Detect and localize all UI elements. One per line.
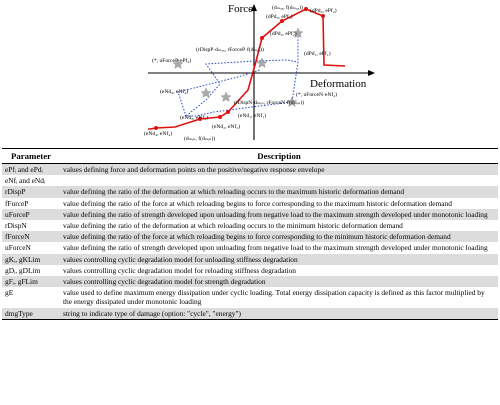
table-row: [2, 186, 498, 197]
desc-cell: values controlling cyclic degradation model for reloading stiffness degradation: [63, 265, 297, 275]
param-cell: rDispN: [5, 221, 27, 231]
table-row: [2, 209, 498, 220]
label-unload-n: (*, uForceN·eNf₄): [296, 92, 338, 98]
label-d3n: (eNd₃, eNf₃): [180, 115, 209, 121]
star-icon: [257, 58, 267, 68]
param-cell: uForceP: [2, 209, 60, 220]
desc-cell: values controlling cyclic degradation model for unloading stiffness degradation: [60, 254, 498, 265]
response-envelope: [148, 9, 345, 129]
param-cell: fForceN: [2, 231, 60, 242]
label-d4n-env: (eNd₄, eNf₄): [144, 131, 173, 137]
desc-cell: value used to define maximum energy dissipation under cyclic loading. Total energy dissipation capacity is defined as this factor multiplied by the energy dissipated under monotonic loading: [63, 288, 485, 307]
cyclic-loop-inner: [186, 60, 298, 116]
hysteresis-diagram: [0, 0, 500, 143]
param-cell: fForceP: [5, 198, 29, 208]
table-row: [2, 231, 498, 242]
table-row: [2, 164, 498, 176]
table-row: [2, 265, 498, 276]
param-cell: ePfᵢ and ePdᵢ: [2, 164, 60, 176]
table-row: [2, 220, 498, 231]
desc-cell: value defining the ratio of the deformation at which reloading occurs to the minimum historic deformation demand: [63, 221, 403, 231]
label-dmin: (dₘᵢₙ, f(dₘᵢₙ)): [184, 136, 216, 142]
param-cell: rDispP: [2, 186, 60, 197]
table-row: [2, 308, 498, 320]
label-d3p: (dPd₃, ePf₃): [266, 14, 293, 20]
desc-cell: string to indicate type of damage (option: "cycle", "energy"): [60, 308, 498, 320]
desc-cell: value defining the ratio of strength developed upon unloading from negative load to the maximum strength developed under monotonic loading: [60, 209, 498, 220]
label-d1n: (eNd₁, eNf₁): [238, 113, 267, 119]
param-cell: dmgType: [2, 308, 60, 320]
desc-cell: value defining the ratio of the force at which reloading begins to force corresponding to the minimum historic deformation demand: [60, 231, 498, 242]
parameter-table: [2, 148, 498, 320]
desc-cell: value defining the ratio of the deformation at which reloading occurs to the maximum historic deformation demand: [60, 186, 498, 197]
label-d2p: (dPd₂, ePf₂): [270, 31, 297, 37]
desc-cell: value defining the ratio of the force at which reloading begins to force corresponding to the maximum historic deformation demand: [63, 198, 452, 208]
header-description: Description: [60, 149, 498, 164]
param-cell: eNfᵢ and eNdᵢ: [5, 176, 46, 186]
envelope-points: [154, 7, 325, 130]
star-icon: [201, 88, 211, 98]
param-cell: gKᵢ, gKLim: [2, 254, 60, 265]
desc-cell: values controlling cyclic degradation model for strength degradation: [60, 276, 498, 287]
label-d4p: (dPd₄, ePf₄): [310, 8, 337, 14]
table-row: [2, 276, 498, 287]
table-row: [2, 242, 498, 253]
desc-cell: value defining the ratio of strength developed upon unloading from negative load to the maximum strength developed under monotonic loading: [63, 243, 488, 253]
label-reload-p: (rDispP·dₘₐₓ, rForceP·f(dₘₐₓ)): [196, 47, 264, 53]
star-icon: [221, 92, 231, 102]
param-cell: gDᵢ, gDLim: [5, 265, 41, 275]
param-cell: gE: [5, 288, 14, 298]
label-dmax: (dₘₐₓ, f(dₘₐₓ)): [272, 5, 303, 11]
label-d1p: (dPd₁, ePf₁): [304, 51, 331, 57]
param-cell: gFᵢ, gFLim: [2, 276, 60, 287]
desc-cell: values defining force and deformation points on the positive/negative response envelope: [60, 164, 498, 176]
desc-cell: [60, 175, 498, 186]
header-parameter: Parameter: [2, 149, 60, 164]
label-unload-p: (*, uForceP·ePf₄): [152, 58, 192, 64]
table-header-row: [2, 149, 498, 164]
label-d4n: (eNd₄, eNf₄): [160, 89, 189, 95]
table-row: [2, 198, 498, 209]
param-cell: uForceN: [5, 243, 31, 253]
table-row: [2, 287, 498, 307]
table-row: [2, 254, 498, 265]
x-axis-label: Deformation: [310, 78, 367, 90]
label-reload-n: (rDispN·dₘᵢₙ, rForceN·f(dₘᵢₙ)): [234, 100, 305, 106]
table-row: [2, 175, 498, 186]
y-axis-label: Force: [228, 3, 254, 15]
label-d2n: (eNd₂, eNf₂): [212, 124, 241, 130]
x-axis-arrow-icon: [368, 70, 375, 76]
star-markers: [173, 28, 303, 107]
